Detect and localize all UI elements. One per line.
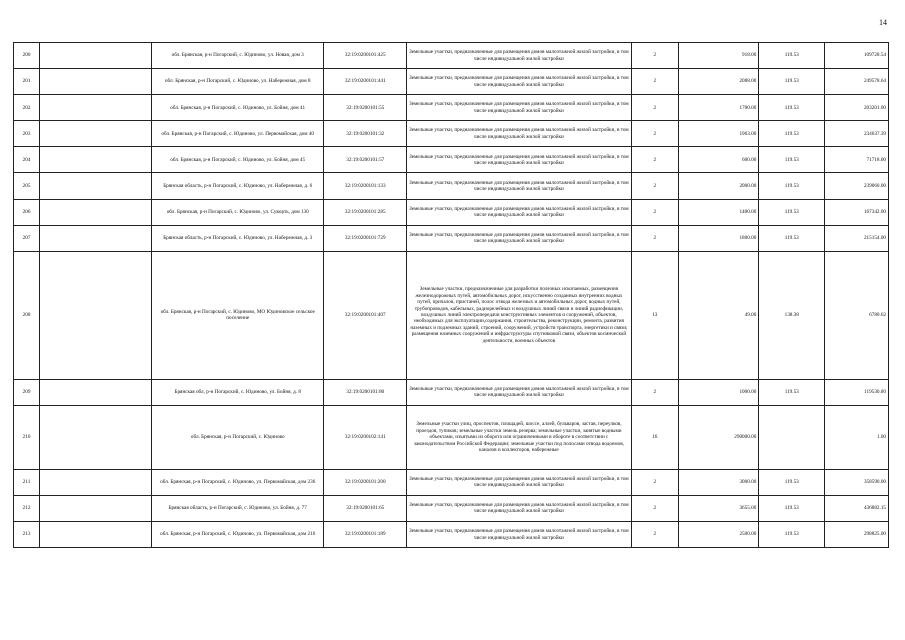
- table-row: [14, 121, 889, 147]
- row-number: 203: [14, 121, 40, 147]
- use-code-cell: 2: [631, 43, 678, 69]
- table-row: [14, 469, 889, 495]
- cadastral-number-cell: 32:19:0200101:729: [324, 225, 407, 251]
- cadastral-value-cell: 1.00: [825, 405, 889, 469]
- rate-cell: 119.53: [759, 147, 825, 173]
- use-code-cell: 13: [631, 251, 678, 379]
- use-code-cell: 2: [631, 173, 678, 199]
- row-number: 207: [14, 225, 40, 251]
- row-number: 205: [14, 173, 40, 199]
- use-code-cell: 2: [631, 469, 678, 495]
- row-number: 201: [14, 69, 40, 95]
- table-row: [14, 43, 889, 69]
- address-cell: обл. Брянская, р-н Погарский, с. Юдиново, МО Юдиновское сельское поселение: [151, 251, 323, 379]
- land-use-cell: Земельные участки, предназначенные для размещения домов малоэтажной жилой застройки, в том числе индивидуальной жилой застройки: [407, 121, 632, 147]
- use-code-cell: 2: [631, 225, 678, 251]
- empty-cell: [40, 405, 152, 469]
- address-cell: обл. Брянская, р-н Погарский, с. Юдиново, ул. Бойня, дом 45: [151, 147, 323, 173]
- table-row: [14, 173, 889, 199]
- rate-cell: 138.38: [759, 251, 825, 379]
- cadastral-number-cell: 32:19:0200101:55: [324, 95, 407, 121]
- empty-cell: [40, 69, 152, 95]
- cadastral-value-cell: 234637.39: [825, 121, 889, 147]
- empty-cell: [40, 522, 152, 548]
- address-cell: обл. Брянская, р-н Погарский, с. Юдиново, ул. Бойня, дом 41: [151, 95, 323, 121]
- rate-cell: 119.53: [759, 495, 825, 521]
- table-row: [14, 522, 889, 548]
- rate-cell: 119.53: [759, 43, 825, 69]
- cadastral-value-cell: 203201.00: [825, 95, 889, 121]
- cadastral-number-cell: 32:19:0200101:189: [324, 522, 407, 548]
- row-number: 204: [14, 147, 40, 173]
- rate-cell: 119.53: [759, 469, 825, 495]
- empty-cell: [40, 121, 152, 147]
- use-code-cell: 2: [631, 121, 678, 147]
- row-number: 213: [14, 522, 40, 548]
- area-cell: 2500.00: [678, 522, 758, 548]
- empty-cell: [40, 147, 152, 173]
- land-use-cell: Земельные участки, предназначенные для размещения домов малоэтажной жилой застройки, в том числе индивидуальной жилой застройки: [407, 69, 632, 95]
- area-cell: 49.00: [678, 251, 758, 379]
- row-number: 212: [14, 495, 40, 521]
- land-use-cell: Земельные участки, предназначенные для размещения домов малоэтажной жилой застройки, в том числе индивидуальной жилой застройки: [407, 225, 632, 251]
- cadastral-number-cell: 32:19:0200101:407: [324, 251, 407, 379]
- rate-cell: 119.53: [759, 225, 825, 251]
- rate-cell: 119.53: [759, 522, 825, 548]
- rate-cell: 119.53: [759, 379, 825, 405]
- cadastral-number-cell: 32:19:0200101:80: [324, 379, 407, 405]
- table-row: [14, 95, 889, 121]
- cadastral-number-cell: 32:19:0200101:32: [324, 121, 407, 147]
- cadastral-number-cell: 32:19:0200101:133: [324, 173, 407, 199]
- area-cell: 1963.00: [678, 121, 758, 147]
- area-cell: 1000.00: [678, 379, 758, 405]
- table-row: [14, 251, 889, 379]
- address-cell: обл. Брянская, р-н Погарский, с. Юдиново: [151, 405, 323, 469]
- land-use-cell: Земельные участки улиц, проспектов, площадей, шоссе, аллей, бульваров, застав, переулков, проездов, тупиков; земельные участки земель резерва; земельные участки, занятые водными объектами, изъятыми из оборота или ограниченными в обороте в соответствии с законодательством Российской Федерации; земельные участки под полосами отвода водоемов, каналов и коллекторов, набережные: [407, 405, 632, 469]
- table-row: [14, 405, 889, 469]
- row-number: 202: [14, 95, 40, 121]
- row-number: 208: [14, 251, 40, 379]
- rate-cell: [759, 405, 825, 469]
- cadastral-number-cell: 32:19:0200101:425: [324, 43, 407, 69]
- address-cell: обл. Брянская, р-н Погарский, с. Юдиново, ул. Набережная, дом 8: [151, 69, 323, 95]
- cadastral-number-cell: 32:19:0200101:441: [324, 69, 407, 95]
- area-cell: 1700.00: [678, 95, 758, 121]
- empty-cell: [40, 95, 152, 121]
- cadastral-value-cell: 119530.00: [825, 379, 889, 405]
- page-number: 14: [879, 18, 887, 27]
- land-use-cell: Земельные участки, предназначенные для размещения домов малоэтажной жилой застройки, в том числе индивидуальной жилой застройки: [407, 522, 632, 548]
- area-cell: 3655.00: [678, 495, 758, 521]
- row-number: 210: [14, 405, 40, 469]
- empty-cell: [40, 199, 152, 225]
- use-code-cell: 16: [631, 405, 678, 469]
- rate-cell: 119.53: [759, 199, 825, 225]
- table-row: [14, 69, 889, 95]
- area-cell: 1800.00: [678, 225, 758, 251]
- cadastral-number-cell: 32:19:0200101:200: [324, 469, 407, 495]
- cadastral-number-cell: 32:19:0200102:141: [324, 405, 407, 469]
- table-row: [14, 495, 889, 521]
- row-number: 206: [14, 199, 40, 225]
- address-cell: обл. Брянская, р-н Погарский, с. Юдиново, ул. Первомайская, дом 216: [151, 522, 323, 548]
- rate-cell: 119.53: [759, 69, 825, 95]
- area-cell: 600.00: [678, 147, 758, 173]
- cadastral-value-cell: 239060.00: [825, 173, 889, 199]
- cadastral-value-cell: 298825.00: [825, 522, 889, 548]
- table-row: [14, 225, 889, 251]
- cadastral-value-cell: 358590.00: [825, 469, 889, 495]
- table-row: [14, 147, 889, 173]
- address-cell: Брянская область, р-н Погарский, с. Юдиново, ул. Набережная, д. 6: [151, 173, 323, 199]
- area-cell: 3000.00: [678, 469, 758, 495]
- land-use-cell: Земельные участки, предназначенные для размещения домов малоэтажной жилой застройки, в том числе индивидуальной жилой застройки: [407, 173, 632, 199]
- address-cell: Брянская обл, р-н Погарский, с. Юдиново, ул. Бойня, д. 8: [151, 379, 323, 405]
- cadastral-value-cell: 109728.54: [825, 43, 889, 69]
- empty-cell: [40, 379, 152, 405]
- row-number: 209: [14, 379, 40, 405]
- table-row: [14, 199, 889, 225]
- cadastral-number-cell: 32:19:0200101:285: [324, 199, 407, 225]
- land-use-cell: Земельные участки, предназначенные для размещения домов малоэтажной жилой застройки, в том числе индивидуальной жилой застройки: [407, 379, 632, 405]
- cadastral-value-cell: 436882.15: [825, 495, 889, 521]
- table-row: [14, 379, 889, 405]
- land-use-cell: Земельные участки, предназначенные для размещения домов малоэтажной жилой застройки, в том числе индивидуальной жилой застройки: [407, 95, 632, 121]
- rate-cell: 119.53: [759, 173, 825, 199]
- use-code-cell: 2: [631, 379, 678, 405]
- land-use-cell: Земельные участки, предназначенные для размещения домов малоэтажной жилой застройки, в том числе индивидуальной жилой застройки: [407, 469, 632, 495]
- area-cell: 2088.00: [678, 69, 758, 95]
- land-registry-table: [13, 42, 889, 548]
- use-code-cell: 2: [631, 522, 678, 548]
- address-cell: обл. Брянская, р-н Погарский, с. Юдиново, ул. Суворть, дом 130: [151, 199, 323, 225]
- cadastral-value-cell: 215154.00: [825, 225, 889, 251]
- land-use-cell: Земельные участки, предназначенные для разработки полезных ископаемых, размещения железнодорожных путей, автомобильных дорог, искусственно созданных внутренних водных путей, причалов, пристаней, полос отвода железных и автомобильных дорог, водных путей, трубопроводов, кабельных, радиорелейных и воздушных линий связи и линий радиофикации, воздушных линий электропередачи конструктивных элементов и сооружений, объектов, необходимых для эксплуатации,содержания, строительства, реконструкции, ремонта, развития наземных и подземных зданий, строений, сооружений, устройств транспорта, энергетики и связи; размещения наземных сооружений и инфраструктуры спутниковой связи, объектов космической деятельности, военных объектов: [407, 251, 632, 379]
- land-use-cell: Земельные участки, предназначенные для размещения домов малоэтажной жилой застройки, в том числе индивидуальной жилой застройки: [407, 147, 632, 173]
- cadastral-value-cell: 167342.00: [825, 199, 889, 225]
- area-cell: 2000.00: [678, 173, 758, 199]
- use-code-cell: 2: [631, 147, 678, 173]
- address-cell: обл. Брянская, р-н Погарский, с. Юдиново, ул. Первомайская, дом 236: [151, 469, 323, 495]
- cadastral-number-cell: 32:19:0200101:57: [324, 147, 407, 173]
- address-cell: обл. Брянская, р-н Погарский, с. Юдиново, ул. Новая, дом 3: [151, 43, 323, 69]
- empty-cell: [40, 225, 152, 251]
- area-cell: 918.00: [678, 43, 758, 69]
- land-use-cell: Земельные участки, предназначенные для размещения домов малоэтажной жилой застройки, в том числе индивидуальной жилой застройки: [407, 495, 632, 521]
- use-code-cell: 2: [631, 495, 678, 521]
- land-use-cell: Земельные участки, предназначенные для размещения домов малоэтажной жилой застройки, в том числе индивидуальной жилой застройки: [407, 199, 632, 225]
- rate-cell: 119.53: [759, 95, 825, 121]
- rate-cell: 119.53: [759, 121, 825, 147]
- row-number: 200: [14, 43, 40, 69]
- cadastral-number-cell: 32:19:0200101:65: [324, 495, 407, 521]
- address-cell: обл. Брянская, р-н Погарский, с. Юдиново, ул. Первомайская, дом 40: [151, 121, 323, 147]
- address-cell: Брянская область, р-н Погарский, с. Юдиново, ул. Набережная, д. 3: [151, 225, 323, 251]
- address-cell: Брянская область, р-н Погарский, с. Юдиново, ул. Бойня, д. 77: [151, 495, 323, 521]
- area-cell: 290000.00: [678, 405, 758, 469]
- use-code-cell: 2: [631, 199, 678, 225]
- empty-cell: [40, 173, 152, 199]
- cadastral-value-cell: 249578.64: [825, 69, 889, 95]
- use-code-cell: 2: [631, 69, 678, 95]
- empty-cell: [40, 469, 152, 495]
- use-code-cell: 2: [631, 95, 678, 121]
- empty-cell: [40, 251, 152, 379]
- empty-cell: [40, 43, 152, 69]
- land-use-cell: Земельные участки, предназначенные для размещения домов малоэтажной жилой застройки, в том числе индивидуальной жилой застройки: [407, 43, 632, 69]
- empty-cell: [40, 495, 152, 521]
- cadastral-value-cell: 71718.00: [825, 147, 889, 173]
- row-number: 211: [14, 469, 40, 495]
- area-cell: 1400.00: [678, 199, 758, 225]
- cadastral-value-cell: 6780.62: [825, 251, 889, 379]
